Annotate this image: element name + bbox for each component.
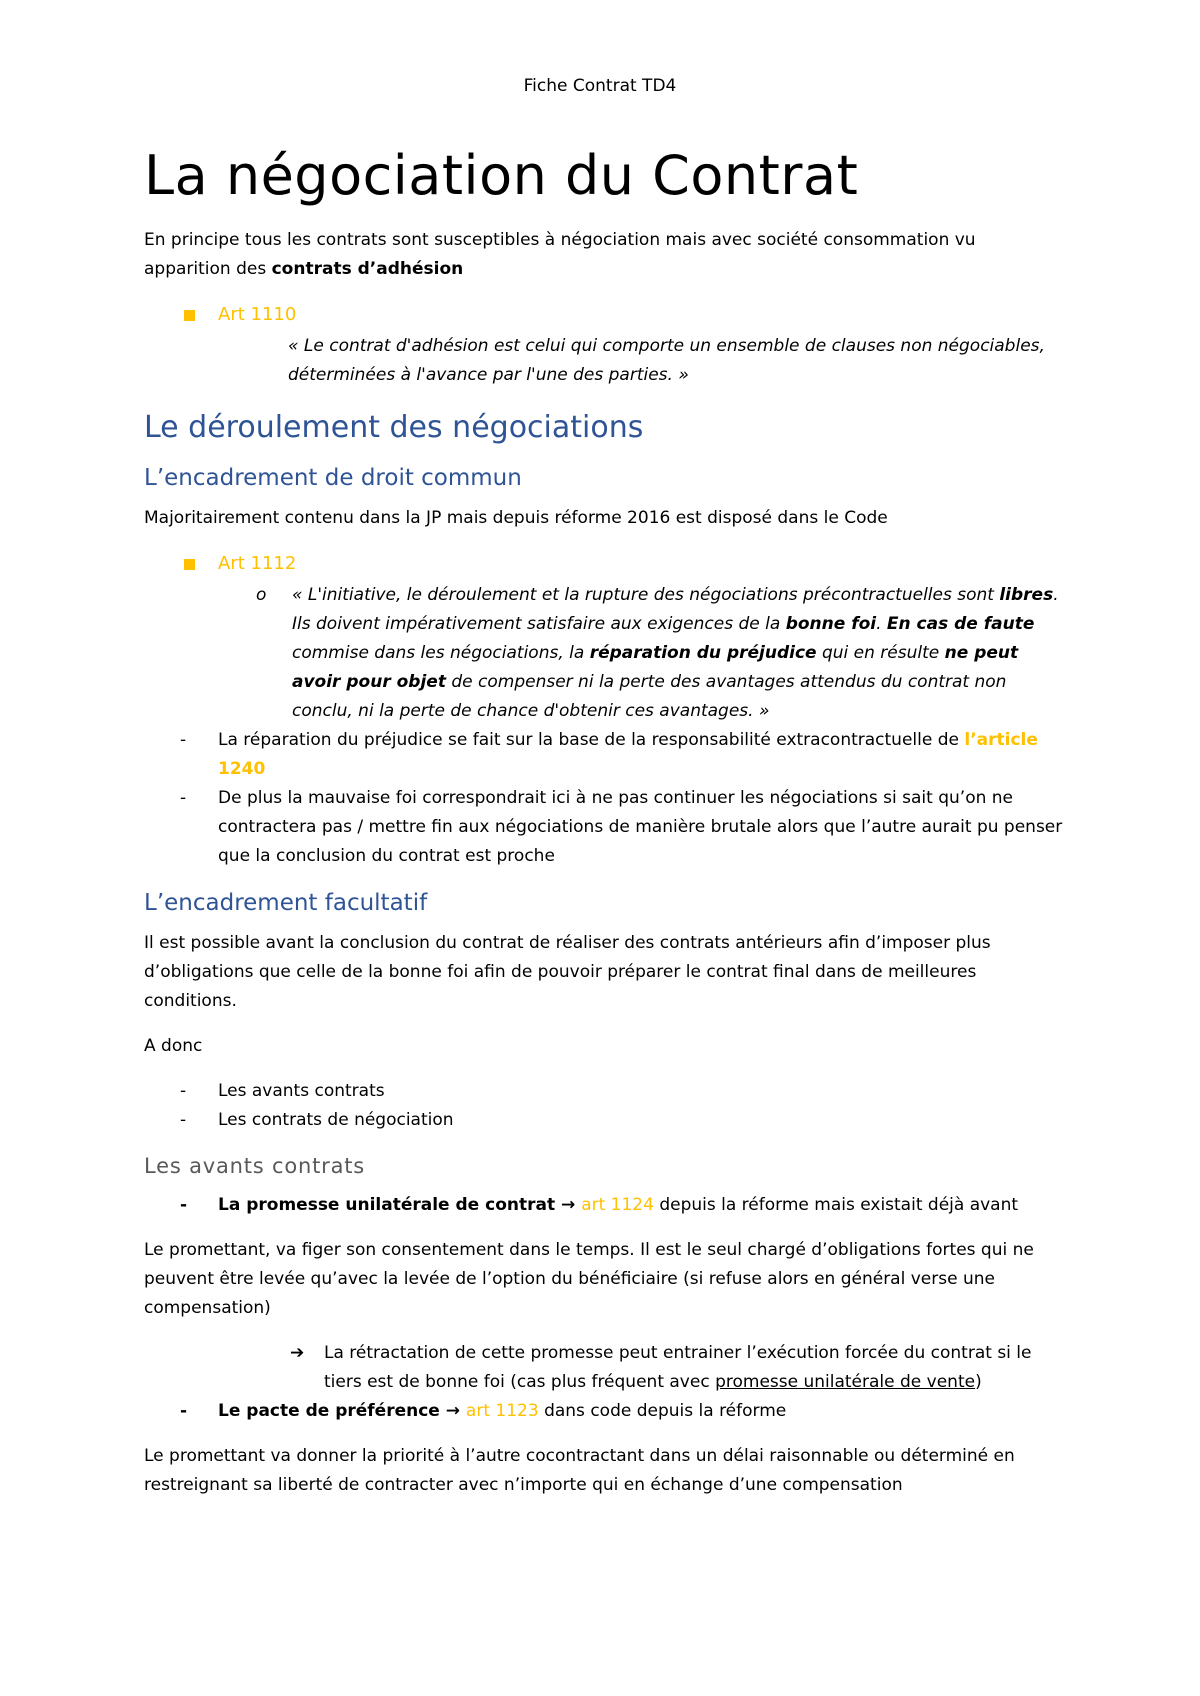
section-heading: Le déroulement des négociations	[144, 410, 644, 445]
promesse-rest: depuis la réforme mais existait déjà avant	[653, 1195, 1019, 1215]
quote-bold: ne peut avoir pour objet	[292, 643, 1019, 692]
list-item	[144, 726, 1064, 784]
promesse-title: La promesse unilatérale de contrat	[218, 1195, 556, 1215]
dash-bullet: -	[180, 730, 187, 750]
dash-bullet: -	[180, 1081, 187, 1101]
quote-part: .	[876, 614, 887, 634]
retractation-text: La rétractation de cette promesse peut entrainer l’exécution forcée du contrat si le tiers est de bonne foi (cas plus fréquent avec	[324, 1343, 1032, 1392]
dash-bullet: -	[180, 1110, 187, 1130]
droit-commun-paragraph: Majoritairement contenu dans la JP mais depuis réforme 2016 est disposé dans le Code	[144, 508, 888, 528]
dash-bullet: -	[180, 788, 187, 808]
intro-paragraph	[144, 226, 1064, 284]
promesse-paragraph: Le promettant, va figer son consentement dans le temps. Il est le seul chargé d’obligations fortes qui ne peuvent être levée qu’avec la levée de l’option du bénéficiaire (si refuse alors en général verse une compensation)	[144, 1240, 1034, 1318]
quote-part: commise dans les négociations, la	[292, 643, 590, 663]
subsection-heading-facultatif: L’encadrement facultatif	[144, 890, 428, 916]
quote-part: de compenser ni la perte des avantages attendus du contrat non conclu, ni la perte de chance d'obtenir ces avantages. »	[292, 672, 1007, 721]
pacte-title: Le pacte de préférence	[218, 1401, 440, 1421]
art-1110-item	[144, 300, 1064, 330]
pacte-paragraph: Le promettant va donner la priorité à l’autre cocontractant dans un délai raisonnable ou déterminé en restreignant sa liberté de contracter avec n’importe qui en échange d’une compensation	[144, 1446, 1015, 1495]
quote-part: « L'initiative, le déroulement et la rupture des négociations précontractuelles sont	[292, 585, 1000, 605]
quote-bold: bonne foi	[785, 614, 877, 634]
art-1112-item	[144, 549, 1064, 579]
art-1112-quote	[144, 581, 1064, 726]
document-title: La négociation du Contrat	[144, 144, 859, 207]
quote-part: . Ils doivent impérativement satisfaire aux exigences de la	[292, 585, 1059, 634]
arrow-icon: →	[555, 1195, 582, 1215]
retractation-end: )	[975, 1372, 982, 1392]
list-item-text: Les avants contrats	[218, 1081, 385, 1101]
subsection-heading-droit-commun: L’encadrement de droit commun	[144, 465, 522, 491]
quote-bold: réparation du préjudice	[589, 643, 817, 663]
underlined-term: promesse unilatérale de vente	[715, 1372, 976, 1392]
document-body	[144, 140, 1064, 1516]
retractation-item	[144, 1339, 1064, 1397]
art-1124-ref: art 1124	[581, 1195, 654, 1215]
quote-bold: En cas de faute	[886, 614, 1035, 634]
dash-bullet: -	[180, 1195, 188, 1215]
running-header: Fiche Contrat TD4	[523, 76, 677, 96]
quote-part: qui en résulte	[816, 643, 945, 663]
pacte-rest: dans code depuis la réforme	[538, 1401, 787, 1421]
quote-bold: libres	[999, 585, 1054, 605]
list-item	[144, 784, 1064, 871]
intro-text: En principe tous les contrats sont susceptibles à négociation mais avec société consommation vu apparition des	[144, 230, 976, 279]
list-item	[144, 1106, 1064, 1135]
list-item-text: La réparation du préjudice se fait sur la base de la responsabilité extracontractuelle de	[218, 730, 965, 750]
list-item-text: Les contrats de négociation	[218, 1110, 454, 1130]
arrow-right-icon: ➔	[290, 1343, 305, 1363]
art-1123-ref: art 1123	[465, 1401, 539, 1421]
adonc-paragraph: A donc	[144, 1036, 203, 1056]
list-item-pacte	[144, 1397, 1064, 1426]
intro-bold: contrats d’adhésion	[271, 259, 464, 279]
square-bullet-icon	[184, 310, 195, 321]
dash-bullet: -	[180, 1401, 188, 1421]
list-item-text: De plus la mauvaise foi correspondrait ici à ne pas continuer les négociations si sait qu’on ne contractera pas / mettre fin aux négociations de manière brutale alors que l’autre aurait pu penser que la conclusion du contrat est proche	[218, 788, 1063, 866]
subsection-heading-avants-contrats: Les avants contrats	[144, 1154, 366, 1178]
list-item-promesse	[144, 1191, 1064, 1220]
list-item	[144, 1077, 1064, 1106]
art-1112-label: Art 1112	[218, 553, 297, 574]
arrow-icon: →	[439, 1401, 466, 1421]
art-1110-quote: « Le contrat d'adhésion est celui qui comporte un ensemble de clauses non négociables, déterminées à l'avance par l'une des parties. »	[288, 336, 1045, 385]
article-1240-ref: l’article 1240	[218, 730, 1038, 779]
circle-bullet-icon: o	[256, 585, 267, 605]
facultatif-paragraph: Il est possible avant la conclusion du contrat de réaliser des contrats antérieurs afin d’imposer plus d’obligations que celle de la bonne foi afin de pouvoir préparer le contrat final dans de meilleures conditions.	[144, 933, 991, 1011]
art-1110-label: Art 1110	[218, 304, 297, 325]
square-bullet-icon	[184, 559, 195, 570]
